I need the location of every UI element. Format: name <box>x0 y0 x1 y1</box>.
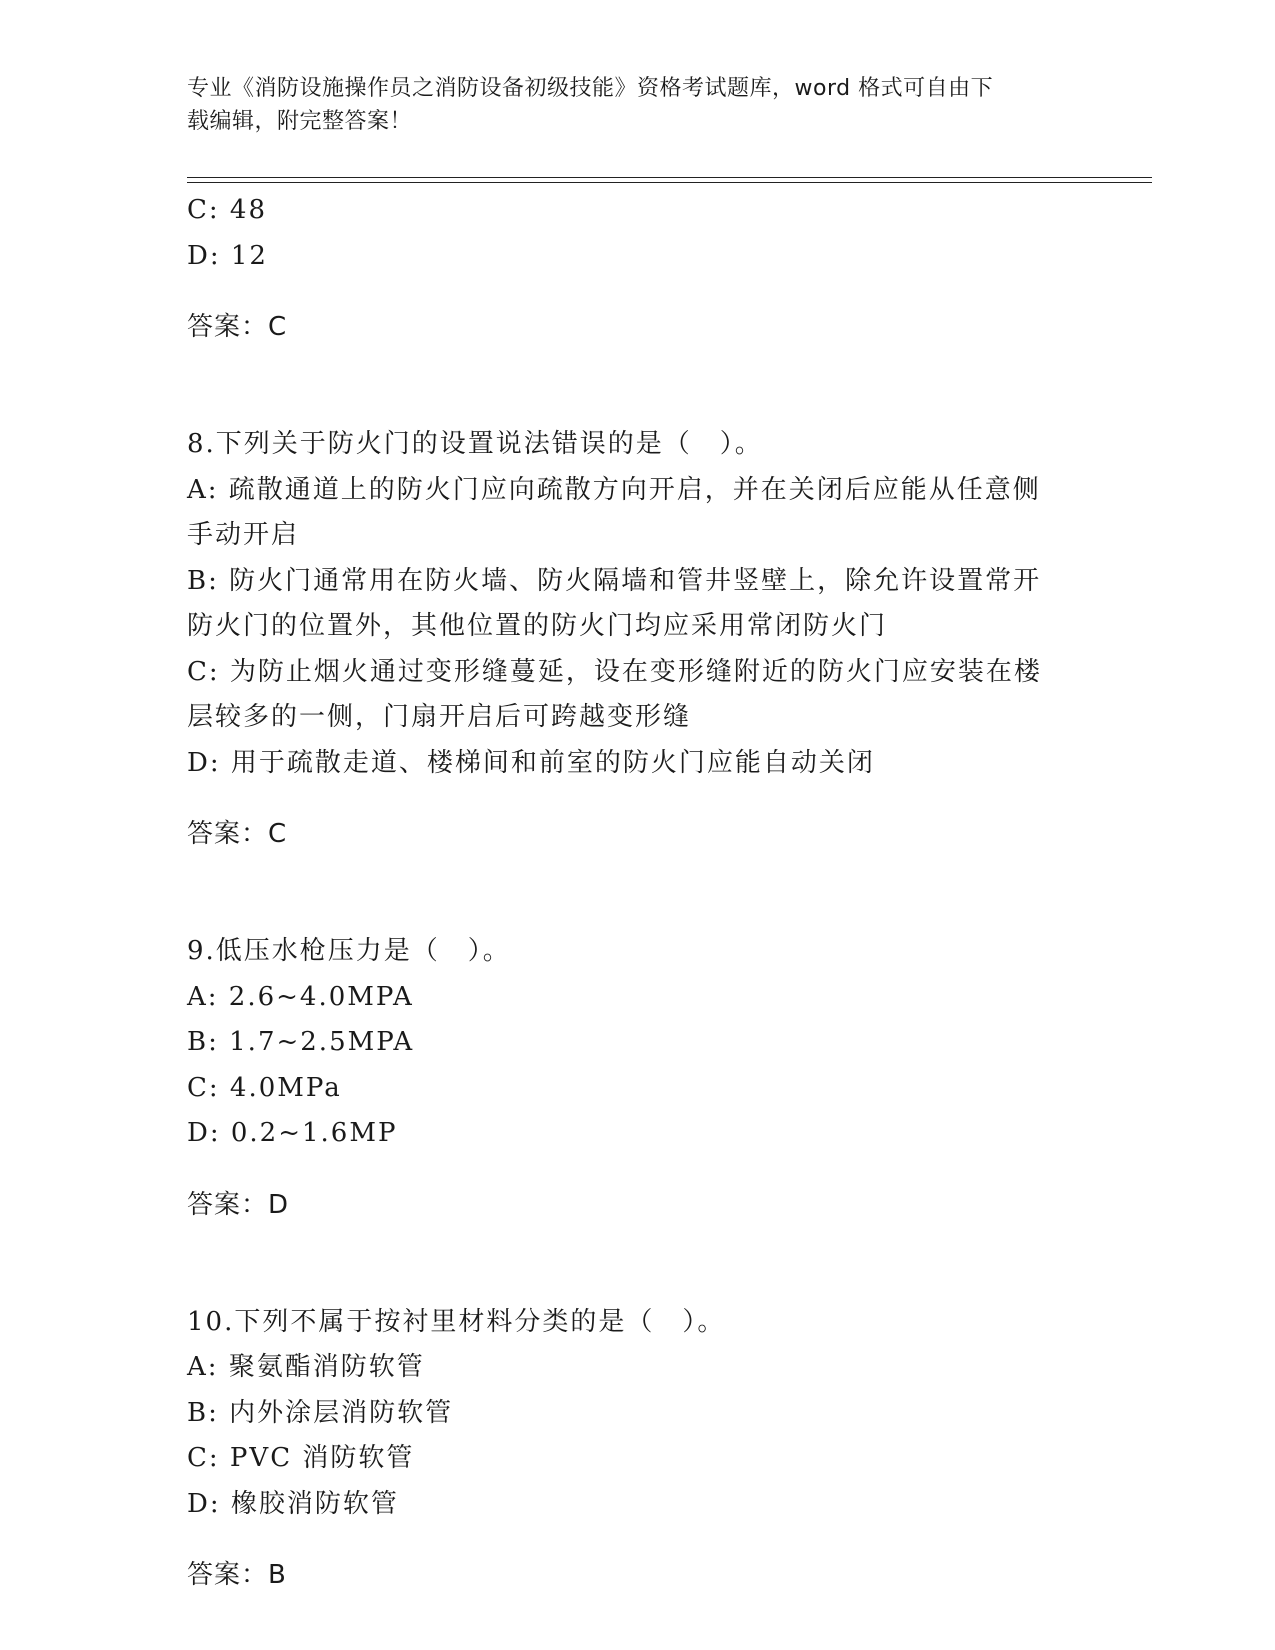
prev-question-tail <box>187 188 1067 351</box>
option-c: C: 为防止烟火通过变形缝蔓延，设在变形缝附近的防火门应安装在楼层较多的一侧，门扇开启后可跨越变形缝 <box>187 656 1042 732</box>
option-b: B: 内外涂层消防软管 <box>187 1397 454 1428</box>
question-list <box>187 188 1067 1625</box>
answer: 答案：B <box>187 1560 287 1590</box>
option-b: B: 1.7~2.5MPA <box>187 1027 415 1057</box>
question-9 <box>187 929 1067 1228</box>
question-10 <box>187 1300 1067 1599</box>
option-d: D: 12 <box>187 240 268 271</box>
option-b: B: 防火门通常用在防火墙、防火隔墙和管井竖壁上，除允许设置常开防火门的位置外，其他位置的防火门均应采用常闭防火门 <box>187 565 1042 641</box>
option-a: A: 疏散通道上的防火门应向疏散方向开启，并在关闭后应能从任意侧手动开启 <box>187 474 1041 550</box>
option-c: C: 48 <box>187 195 268 225</box>
answer: 答案：D <box>187 1189 290 1220</box>
option-c: C: PVC 消防软管 <box>187 1443 415 1473</box>
option-d: D: 橡胶消防软管 <box>187 1488 399 1519</box>
question-stem: 8.下列关于防火门的设置说法错误的是（ ）。 <box>187 429 763 459</box>
answer: 答案：C <box>187 819 288 849</box>
option-a: A: 2.6~4.0MPA <box>187 981 414 1012</box>
option-d: D: 0.2~1.6MP <box>187 1118 398 1148</box>
option-a: A: 聚氨酯消防软管 <box>187 1352 425 1382</box>
page-header <box>187 72 1067 138</box>
answer: 答案：C <box>187 312 288 342</box>
option-d: D: 用于疏散走道、楼梯间和前室的防火门应能自动关闭 <box>187 747 875 778</box>
header-divider-bottom <box>187 182 1152 183</box>
question-stem: 10.下列不属于按衬里材料分类的是（ ）。 <box>187 1306 726 1337</box>
header-line-1: 专业《消防设施操作员之消防设备初级技能》资格考试题库，word 格式可自由下 <box>187 76 994 101</box>
header-divider-top <box>187 177 1152 178</box>
question-stem: 9.低压水枪压力是（ ）。 <box>187 936 511 966</box>
question-8 <box>187 422 1067 858</box>
header-line-2: 载编辑，附完整答案！ <box>187 109 413 134</box>
option-c: C: 4.0MPa <box>187 1072 342 1103</box>
